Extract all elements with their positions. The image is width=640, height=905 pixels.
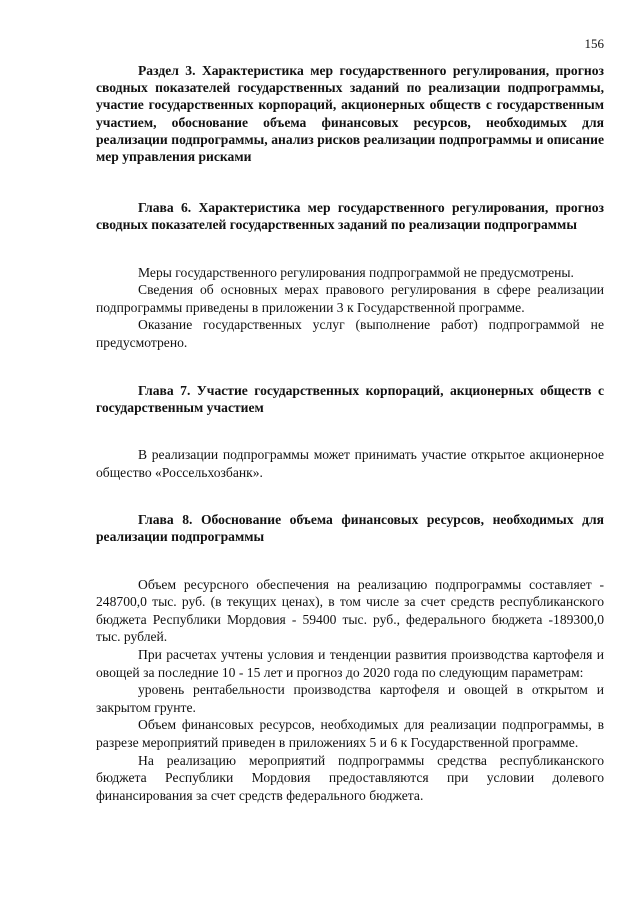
- chapter-6-heading: Глава 6. Характеристика мер государственного регулирования, прогноз сводных показателей государственных заданий по реализации подпрограммы: [96, 200, 604, 233]
- chapter-8-text: [96, 576, 604, 805]
- document-body: [96, 62, 604, 804]
- page-number: 156: [584, 36, 604, 51]
- paragraph: Объем финансовых ресурсов, необходимых для реализации подпрограммы, в разрезе мероприятий приведен в приложениях 5 и 6 к Государственной программе.: [96, 717, 604, 750]
- chapter-8-heading: Глава 8. Обоснование объема финансовых ресурсов, необходимых для реализации подпрограммы: [96, 512, 604, 545]
- chapter-7-text: [96, 446, 604, 481]
- chapter-6-text: [96, 264, 604, 352]
- paragraph: Объем ресурсного обеспечения на реализацию подпрограммы составляет - 248700,0 тыс. руб. (в текущих ценах), в том числе за счет средств республиканского бюджета Республики Мордовия - 59400 тыс. руб., федерального бюджета -189300,0 тыс. рублей.: [96, 576, 604, 645]
- paragraph: При расчетах учтены условия и тенденции развития производства картофеля и овощей за последние 10 - 15 лет и прогноз до 2020 года по следующим параметрам:: [96, 646, 604, 680]
- chapter-7-heading: Глава 7. Участие государственных корпораций, акционерных обществ с государственным участием: [96, 382, 604, 415]
- paragraph: уровень рентабельности производства картофеля и овощей в открытом и закрытом грунте.: [96, 682, 604, 715]
- paragraph: Оказание государственных услуг (выполнение работ) подпрограммой не предусмотрено.: [96, 317, 604, 350]
- section-heading: Раздел 3. Характеристика мер государственного регулирования, прогноз сводных показателей государственных заданий по реализации подпрограммы, участие государственных корпораций, акционерных обществ с государственным участием, обоснование объема финансовых ресурсов, необходимых для реализации подпрограммы, анализ рисков реализации подпрограммы и описание мер управления рисками: [96, 63, 604, 165]
- paragraph: На реализацию мероприятий подпрограммы средства республиканского бюджета Республики Мордовия предоставляются при условии долевого финансирования за счет средств федерального бюджета.: [96, 752, 604, 803]
- paragraph: Сведения об основных мерах правового регулирования в сфере реализации подпрограммы приведены в приложении 3 к Государственной программе.: [96, 282, 604, 315]
- paragraph: В реализации подпрограммы может принимать участие открытое акционерное общество «Россельхозбанк».: [96, 447, 604, 480]
- paragraph: Меры государственного регулирования подпрограммой не предусмотрены.: [138, 264, 574, 280]
